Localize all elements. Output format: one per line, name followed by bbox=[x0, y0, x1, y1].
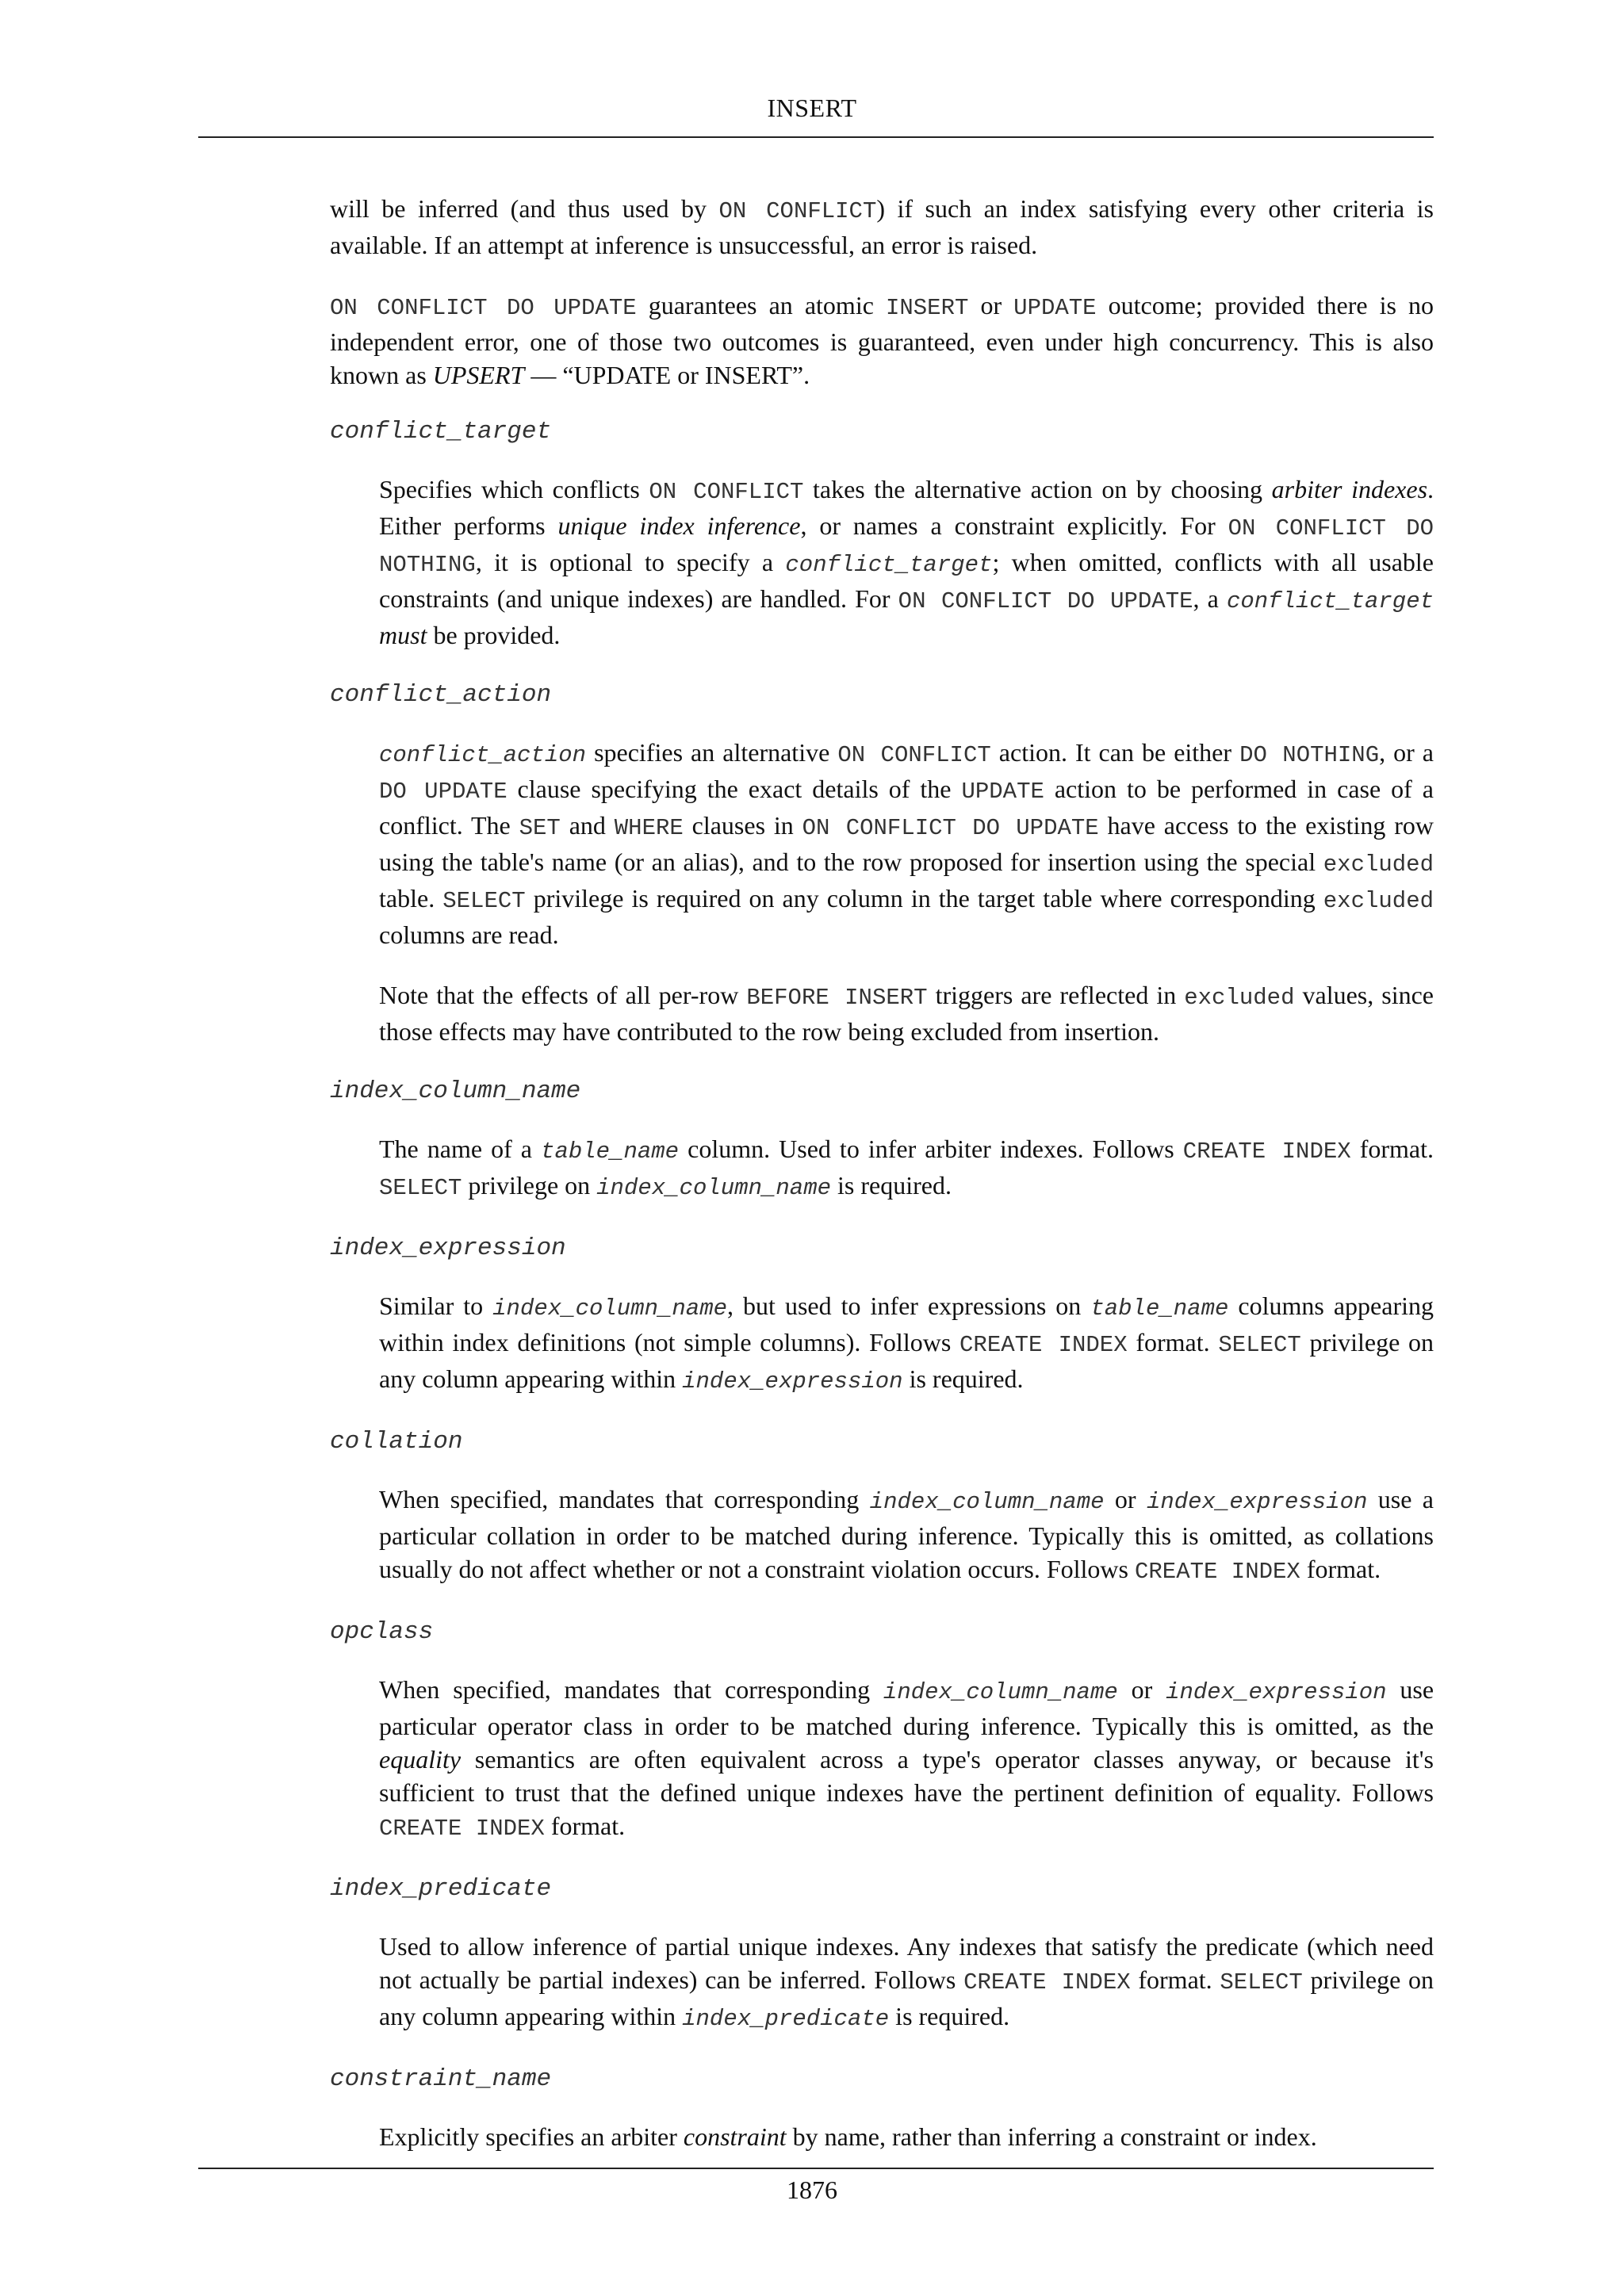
desc-conflict-action-1: conflict_action specifies an alternative ON CONFLICT action. It can be either DO NOTHING, or a DO UPDATE clause specifying the exact details of the UPDATE action to be performed in case of a conflict. The SET and WHERE clauses in ON CONFLICT DO UPDATE have access to the existing row using the table's name (or an alias), and to the row proposed for insertion using the special excluded table. SELECT privilege is required on any column in the target table where corresponding excluded columns are read. bbox=[379, 738, 1434, 949]
desc-constraint-name: Explicitly specifies an arbiter constraint by name, rather than inferring a constraint or index. bbox=[379, 2122, 1317, 2151]
page-number: 1876 bbox=[787, 2175, 837, 2204]
desc-conflict-target: Specifies which conflicts ON CONFLICT takes the alternative action on by choosing arbiter indexes. Either performs unique index inference, or names a constraint explicitly. For ON CONFLICT DO NOTHING, it is optional to specify a conflict_target; when omitted, conflicts with all usable constraints (and unique indexes) are handled. For ON CONFLICT DO UPDATE, a conflict_target must be provided. bbox=[379, 475, 1434, 649]
term-collation: collation bbox=[330, 1428, 463, 1456]
term-index-expression: index_expression bbox=[330, 1234, 566, 1262]
footer-rule bbox=[198, 2168, 1434, 2169]
term-conflict-target: conflict_target bbox=[330, 418, 552, 446]
desc-opclass: When specified, mandates that corresponding index_column_name or index_expression use particular operator class in order to be matched during inference. Typically this is omitted, as the equality semantics are often equivalent across a type's operator classes anyway, or because it's sufficient to trust that the defined unique indexes have the pertinent definition of equality. Follows CREATE INDEX format. bbox=[379, 1675, 1434, 1842]
term-conflict-action: conflict_action bbox=[330, 681, 552, 709]
page-header-title: INSERT bbox=[767, 94, 857, 122]
intro-paragraph-1: will be inferred (and thus used by ON CONFLICT) if such an index satisfying every other criteria is available. If an attempt at inference is unsuccessful, an error is raised. bbox=[330, 194, 1434, 259]
desc-index-column-name: The name of a table_name column. Used to infer arbiter indexes. Follows CREATE INDEX format. SELECT privilege on index_column_name is required. bbox=[379, 1135, 1434, 1201]
term-constraint-name: constraint_name bbox=[330, 2065, 552, 2093]
desc-collation: When specified, mandates that corresponding index_column_name or index_expression use a particular collation in order to be matched during inference. Typically this is omitted, as collations usually do not affect whether or not a constraint violation occurs. Follows CREATE INDEX format. bbox=[379, 1485, 1434, 1585]
desc-index-expression: Similar to index_column_name, but used to infer expressions on table_name columns appearing within index definitions (not simple columns). Follows CREATE INDEX format. SELECT privilege on any column appearing within index_expression is required. bbox=[379, 1292, 1434, 1395]
page-content bbox=[330, 192, 1434, 2153]
term-index-predicate: index_predicate bbox=[330, 1875, 552, 1903]
desc-conflict-action-2: Note that the effects of all per-row BEFORE INSERT triggers are reflected in excluded values, since those effects may have contributed to the row being excluded from insertion. bbox=[379, 981, 1434, 1046]
intro-paragraph-2: ON CONFLICT DO UPDATE guarantees an atomic INSERT or UPDATE outcome; provided there is no independent error, one of those two outcomes is guaranteed, even under high concurrency. This is also known as UPSERT — “UPDATE or INSERT”. bbox=[330, 291, 1434, 389]
term-index-column-name: index_column_name bbox=[330, 1077, 581, 1105]
header-rule bbox=[198, 136, 1434, 138]
term-opclass: opclass bbox=[330, 1618, 434, 1646]
desc-index-predicate: Used to allow inference of partial unique indexes. Any indexes that satisfy the predicate (which need not actually be partial indexes) can be inferred. Follows CREATE INDEX format. SELECT privilege on any column appearing within index_predicate is required. bbox=[379, 1932, 1434, 2032]
